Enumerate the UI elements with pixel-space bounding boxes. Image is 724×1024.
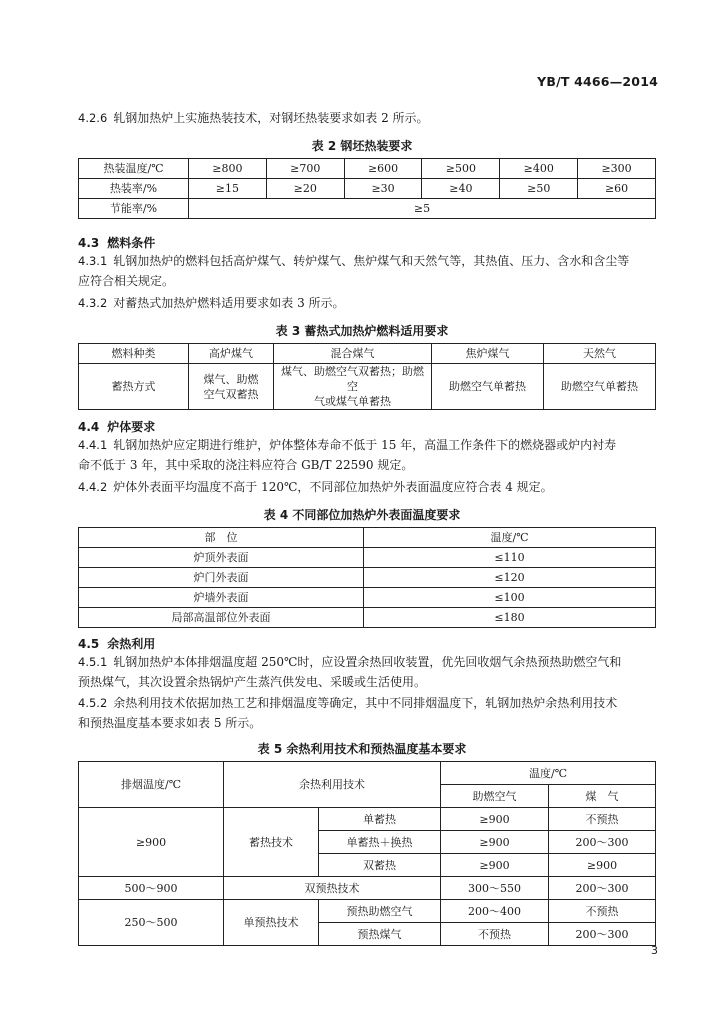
table-cell: 500～900 xyxy=(79,877,224,900)
page-number: 3 xyxy=(651,944,658,957)
table-header-cell: 余热利用技术 xyxy=(224,762,441,808)
table-cell: ≤180 xyxy=(364,608,656,628)
table-header-cell: 混合煤气 xyxy=(274,344,432,364)
table-cell: 200～300 xyxy=(549,923,656,946)
table-cell: 不预热 xyxy=(549,900,656,923)
table-cell: ≥5 xyxy=(189,199,656,219)
clause-text: 炉体外表面平均温度不高于 120℃，不同部位加热炉外表面温度应符合表 4 规定。 xyxy=(113,480,553,494)
table-cell: 250～500 xyxy=(79,900,224,946)
table-cell: ≥30 xyxy=(344,179,422,199)
table-header-cell: 高炉煤气 xyxy=(189,344,274,364)
table-cell: ≥900 xyxy=(79,808,224,877)
clause-text: 轧钢加热炉上实施热装技术，对钢坯热装要求如表 2 所示。 xyxy=(113,111,429,125)
standard-code: YB/T 4466—2014 xyxy=(537,74,658,89)
section-4-5-heading xyxy=(78,635,155,652)
cell-line-2: 空气双蓄热 xyxy=(203,387,259,401)
row-label: 蓄热方式 xyxy=(79,364,189,410)
table-cell xyxy=(189,364,274,410)
table-row xyxy=(79,608,656,628)
table-cell: ≥600 xyxy=(344,159,422,179)
table-cell: 单蓄热 xyxy=(319,808,441,831)
clause-number: 4.5.1 xyxy=(78,655,108,669)
table-row xyxy=(79,877,656,900)
clause-text-line-1: 轧钢加热炉本体排烟温度超 250℃时，应设置余热回收装置，优先回收烟气余热预热助燃空气和 xyxy=(113,655,622,669)
table-cell: 不预热 xyxy=(549,808,656,831)
clause-text-line-2: 和预热温度基本要求如表 5 所示。 xyxy=(78,716,262,730)
table-cell: 双预热技术 xyxy=(224,877,441,900)
table-cell: 助燃空气单蓄热 xyxy=(544,364,656,410)
table-cell: 双蓄热 xyxy=(319,854,441,877)
table-3-caption: 表 3 蓄热式加热炉燃料适用要求 xyxy=(275,324,449,338)
table-4 xyxy=(78,527,656,628)
table-row xyxy=(79,568,656,588)
table-cell: ≥900 xyxy=(441,831,549,854)
clause-text-line-1: 余热利用技术依据加热工艺和排烟温度等确定，其中不同排烟温度下，轧钢加热炉余热利用技术 xyxy=(113,696,618,710)
table-5 xyxy=(78,761,656,946)
table-row xyxy=(79,762,656,785)
cell-line-1: 煤气、助燃空气双蓄热；助燃空 xyxy=(281,365,424,393)
table-cell: 炉顶外表面 xyxy=(79,548,364,568)
section-number: 4.5 xyxy=(78,637,100,651)
clause-number: 4.4.2 xyxy=(78,480,108,494)
table-cell: ≥15 xyxy=(189,179,267,199)
table-cell: 单蓄热＋换热 xyxy=(319,831,441,854)
cell-line-1: 煤气、助燃 xyxy=(203,372,259,386)
table-cell: 预热煤气 xyxy=(319,923,441,946)
clause-number: 4.4.1 xyxy=(78,438,108,452)
row-label: 热装温度/℃ xyxy=(79,159,189,179)
table-cell: ≥20 xyxy=(266,179,344,199)
table-row xyxy=(79,179,656,199)
table-cell: 炉门外表面 xyxy=(79,568,364,588)
table-row xyxy=(79,344,656,364)
table-2 xyxy=(78,158,656,219)
clause-text-line-2: 应符合相关规定。 xyxy=(78,274,175,288)
table-row xyxy=(79,900,656,923)
clause-4-5-1 xyxy=(78,652,656,692)
section-number: 4.4 xyxy=(78,420,100,434)
table-row xyxy=(79,548,656,568)
section-title: 燃料条件 xyxy=(107,236,156,250)
table-4-caption: 表 4 不同部位加热炉外表面温度要求 xyxy=(263,508,461,522)
table-2-caption: 表 2 钢坯热装要求 xyxy=(311,139,413,153)
table-header-cell: 燃料种类 xyxy=(79,344,189,364)
section-4-4-heading xyxy=(78,418,155,435)
row-label: 节能率/% xyxy=(79,199,189,219)
table-cell: ≥60 xyxy=(578,179,656,199)
table-cell: ≥500 xyxy=(422,159,500,179)
table-header-cell: 煤 气 xyxy=(549,785,656,808)
table-cell: ≥900 xyxy=(549,854,656,877)
clause-4-4-2 xyxy=(78,477,656,497)
table-header-cell: 部 位 xyxy=(79,528,364,548)
row-label: 热装率/% xyxy=(79,179,189,199)
table-cell: ≤110 xyxy=(364,548,656,568)
table-cell: 炉墙外表面 xyxy=(79,588,364,608)
table-cell: ≤120 xyxy=(364,568,656,588)
clause-4-3-1 xyxy=(78,251,656,291)
table-cell: 局部高温部位外表面 xyxy=(79,608,364,628)
table-cell: ≥400 xyxy=(500,159,578,179)
table-header-cell: 排烟温度/℃ xyxy=(79,762,224,808)
table-cell: ≥50 xyxy=(500,179,578,199)
clause-text-line-1: 轧钢加热炉应定期进行维护，炉体整体寿命不低于 15 年，高温工作条件下的燃烧器或炉内衬寿 xyxy=(113,438,617,452)
table-header-cell: 温度/℃ xyxy=(441,762,656,785)
table-header-cell: 助燃空气 xyxy=(441,785,549,808)
clause-text-line-1: 轧钢加热炉的燃料包括高炉煤气、转炉煤气、焦炉煤气和天然气等，其热值、压力、含水和含尘等 xyxy=(113,254,630,268)
table-cell: ≥900 xyxy=(441,854,549,877)
cell-line-2: 气或煤气单蓄热 xyxy=(314,395,391,408)
table-3 xyxy=(78,343,656,410)
table-header-cell: 温度/℃ xyxy=(364,528,656,548)
clause-4-3-2 xyxy=(78,293,656,313)
clause-number: 4.5.2 xyxy=(78,696,108,710)
table-row xyxy=(79,588,656,608)
table-header-cell: 焦炉煤气 xyxy=(432,344,544,364)
table-cell: 预热助燃空气 xyxy=(319,900,441,923)
table-cell: ≥700 xyxy=(266,159,344,179)
table-cell: 蓄热技术 xyxy=(224,808,319,877)
table-cell: ≥900 xyxy=(441,808,549,831)
table-row xyxy=(79,808,656,831)
clause-text: 对蓄热式加热炉燃料适用要求如表 3 所示。 xyxy=(113,296,345,310)
clause-number: 4.3.2 xyxy=(78,296,108,310)
table-cell: 200～300 xyxy=(549,831,656,854)
section-title: 炉体要求 xyxy=(107,420,156,434)
clause-number: 4.2.6 xyxy=(78,111,108,125)
table-row xyxy=(79,528,656,548)
table-row xyxy=(79,199,656,219)
table-5-caption: 表 5 余热利用技术和预热温度基本要求 xyxy=(257,742,467,756)
clause-4-4-1 xyxy=(78,435,656,475)
table-cell: ≥800 xyxy=(189,159,267,179)
clause-4-5-2 xyxy=(78,693,656,733)
table-row xyxy=(79,159,656,179)
clause-number: 4.3.1 xyxy=(78,254,108,268)
table-row xyxy=(79,364,656,410)
table-cell: 不预热 xyxy=(441,923,549,946)
clause-4-2-6 xyxy=(78,108,656,128)
table-header-cell: 天然气 xyxy=(544,344,656,364)
section-number: 4.3 xyxy=(78,236,100,250)
clause-text-line-2: 命不低于 3 年，其中采取的浇注料应符合 GB/T 22590 规定。 xyxy=(78,458,414,472)
table-cell: ≤100 xyxy=(364,588,656,608)
table-cell: 单预热技术 xyxy=(224,900,319,946)
section-4-3-heading xyxy=(78,234,155,251)
section-title: 余热利用 xyxy=(107,637,156,651)
table-cell: ≥300 xyxy=(578,159,656,179)
table-cell: 助燃空气单蓄热 xyxy=(432,364,544,410)
table-cell: 300～550 xyxy=(441,877,549,900)
table-cell: 200～300 xyxy=(549,877,656,900)
clause-text-line-2: 预热煤气，其次设置余热锅炉产生蒸汽供发电、采暖或生活使用。 xyxy=(78,675,427,689)
table-cell: ≥40 xyxy=(422,179,500,199)
table-cell xyxy=(274,364,432,410)
table-cell: 200～400 xyxy=(441,900,549,923)
